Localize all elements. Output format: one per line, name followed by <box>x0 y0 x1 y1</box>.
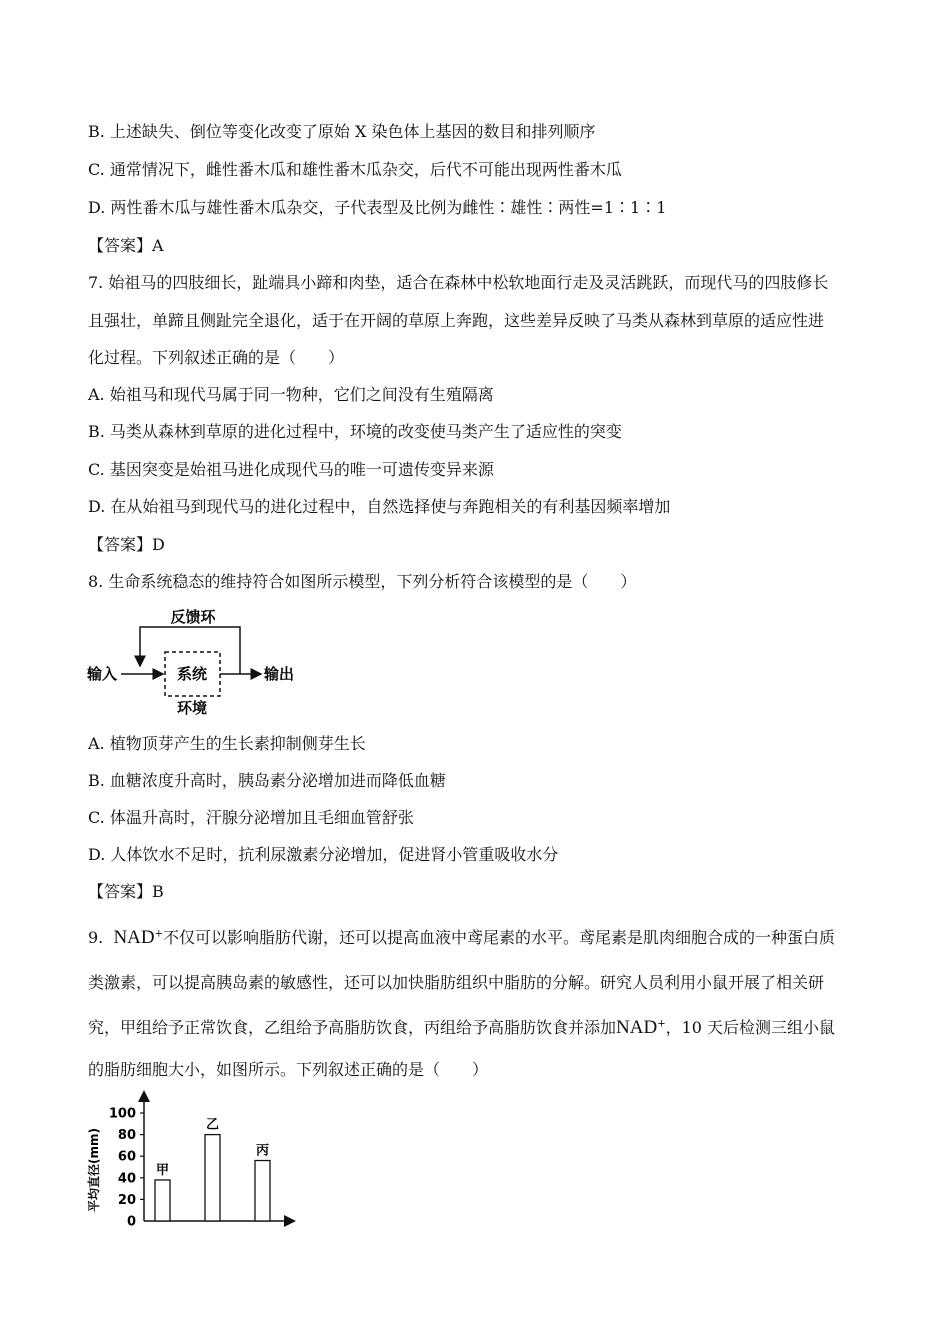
q8-answer: 【答案】B <box>88 882 164 901</box>
nad-term-2: NAD <box>616 1017 658 1038</box>
q8-stem: 8. 生命系统稳态的维持符合如图所示模型，下列分析符合该模型的是（ ） <box>88 572 637 591</box>
feedback-loop-diagram <box>85 602 315 720</box>
q7-option-d: D. 在从始祖马到现代马的进化过程中，自然选择使与奔跑相关的有利基因频率增加 <box>88 497 671 516</box>
y-tick-label-0: 0 <box>126 1214 136 1230</box>
q7-option-c: C. 基因突变是始祖马进化成现代马的唯一可遗传变异来源 <box>88 460 494 479</box>
q9-stem-line2: 类激素，可以提高胰岛素的敏感性，还可以加快脂肪组织中脂肪的分解。研究人员利用小鼠开展了相关研 <box>88 973 825 992</box>
bar-label-3: 丙 <box>255 1143 270 1159</box>
bar-2 <box>205 1135 220 1221</box>
q8-option-c: C. 体温升高时，汗腺分泌增加且毛细血管舒张 <box>88 808 414 827</box>
bar-3 <box>255 1161 270 1221</box>
q7-option-a: A. 始祖马和现代马属于同一物种，它们之间没有生殖隔离 <box>88 385 494 404</box>
nad-plus-2: + <box>657 1018 666 1030</box>
q9-line3-text-b: ，10 天后检测三组小鼠 <box>665 1018 836 1037</box>
q6-option-b: B. 上述缺失、倒位等变化改变了原始 X 染色体上基因的数目和排列顺序 <box>88 122 596 141</box>
y-tick-label-20: 20 <box>117 1192 136 1208</box>
bar-label-1: 甲 <box>155 1162 170 1178</box>
y-tick-label-60: 60 <box>117 1149 136 1165</box>
nad-plus: + <box>154 928 163 940</box>
q9-line3-text-a: 究，甲组给予正常饮食，乙组给予高脂肪饮食，丙组给予高脂肪饮食并添加 <box>88 1018 617 1037</box>
q9-stem-line1 <box>88 928 835 948</box>
q7-stem-line3: 化过程。下列叙述正确的是（ ） <box>88 348 345 367</box>
nad-term: NAD <box>113 927 155 948</box>
q7-stem-line1: 7. 始祖马的四肢细长，趾端具小蹄和肉垫，适合在森林中松软地面行走及灵活跳跃，而现代马的四肢修长 <box>88 273 829 292</box>
environment-label: 环境 <box>176 699 208 717</box>
output-label: 输出 <box>264 665 295 683</box>
y-tick-label-80: 80 <box>117 1128 136 1144</box>
q7-option-b: B. 马类从森林到草原的进化过程中，环境的改变使马类产生了适应性的突变 <box>88 422 622 441</box>
y-axis-label: 平均直径(mm) <box>87 1128 101 1212</box>
q8-option-a: A. 植物顶芽产生的生长素抑制侧芽生长 <box>88 734 366 753</box>
q9-number: 9. <box>88 928 104 947</box>
cell-diameter-bar-chart <box>80 1090 300 1235</box>
input-label: 输入 <box>87 665 118 683</box>
q7-stem-line2: 且强壮，单蹄且侧趾完全退化，适于在开阔的草原上奔跑，这些差异反映了马类从森林到草原的适应性进 <box>88 311 825 330</box>
q6-option-c: C. 通常情况下，雌性番木瓜和雄性番木瓜杂交，后代不可能出现两性番木瓜 <box>88 160 622 179</box>
y-tick-label-100: 100 <box>108 1106 136 1122</box>
bar-label-2: 乙 <box>205 1117 220 1133</box>
q6-option-d: D. 两性番木瓜与雄性番木瓜杂交，子代表型及比例为雌性∶雄性∶两性=1∶1∶1 <box>88 198 667 217</box>
bar-1 <box>155 1180 170 1221</box>
feedback-loop-label: 反馈环 <box>170 608 216 626</box>
q7-answer: 【答案】D <box>88 535 165 554</box>
q9-stem-line4: 的脂肪细胞大小，如图所示。下列叙述正确的是（ ） <box>88 1060 489 1079</box>
q8-option-b: B. 血糖浓度升高时，胰岛素分泌增加进而降低血糖 <box>88 771 446 790</box>
q9-line1-text: 不仅可以影响脂肪代谢，还可以提高血液中鸢尾素的水平。鸢尾素是肌肉细胞合成的一种蛋白质 <box>163 928 836 947</box>
q6-answer: 【答案】A <box>88 236 164 255</box>
q9-stem-line3 <box>88 1018 835 1038</box>
q8-option-d: D. 人体饮水不足时，抗利尿激素分泌增加，促进肾小管重吸收水分 <box>88 845 559 864</box>
y-tick-label-40: 40 <box>117 1171 136 1187</box>
system-label: 系统 <box>176 665 208 683</box>
